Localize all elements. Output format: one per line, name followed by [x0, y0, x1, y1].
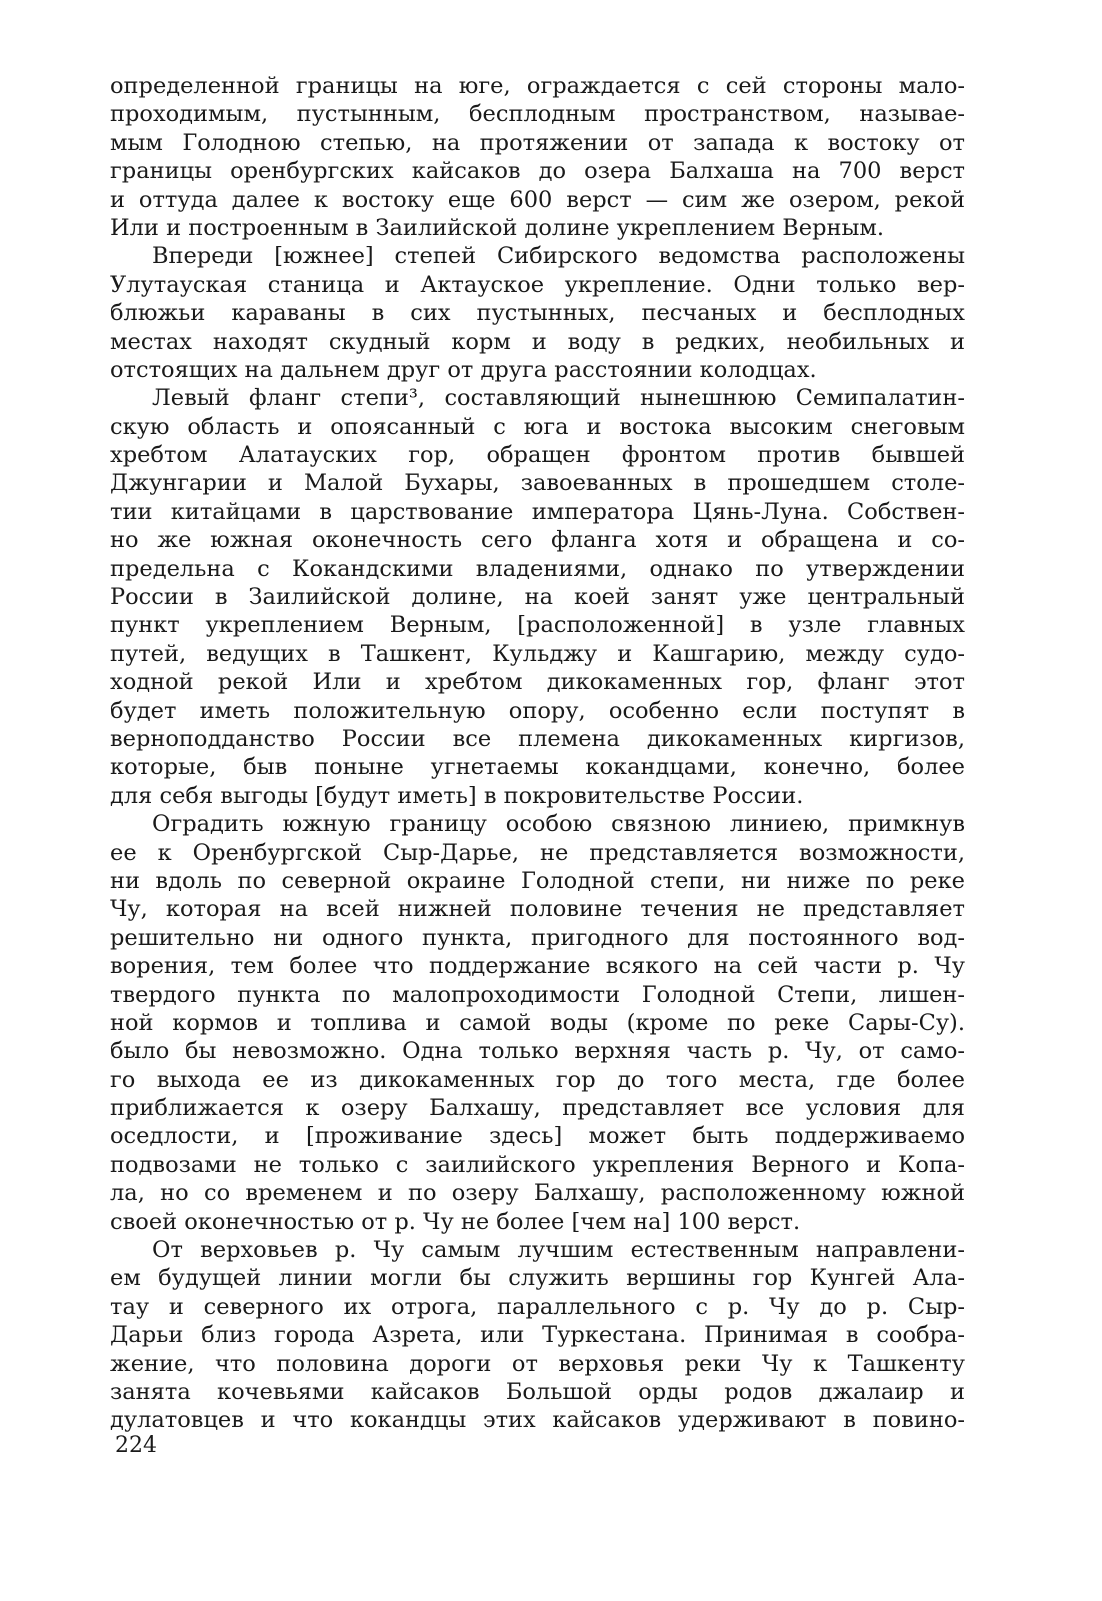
text-line: решительно ни одного пункта, пригодного для постоянного вод-	[110, 924, 965, 951]
text-line: пункт укреплением Верным, [расположенной] в узле главных	[110, 612, 965, 639]
text-line: Левый фланг степи³, составляющий нынешнюю Семипалатин-	[152, 385, 965, 412]
text-line: мым Голодною степью, на протяжении от запада к востоку от	[110, 129, 965, 156]
text-line: Улутауская станица и Актауское укрепление. Одни только вер-	[110, 271, 965, 298]
text-line: хребтом Алатауских гор, обращен фронтом против бывшей	[110, 442, 965, 469]
text-line: будет иметь положительную опору, особенно если поступят в	[110, 697, 965, 724]
text-line: отстоящих на дальнем друг от друга расстоянии колодцах.	[110, 356, 817, 383]
text-line: границы оренбургских кайсаков до озера Балхаша на 700 верст	[110, 158, 965, 185]
text-line: Оградить южную границу особою связною линиею, примкнув	[152, 811, 965, 838]
text-line: ем будущей линии могли бы служить вершины гор Кунгей Ала-	[110, 1265, 965, 1292]
text-line: но же южная оконечность сего фланга хотя и обращена и со-	[110, 527, 965, 554]
text-line: Дарьи близ города Азрета, или Туркестана. Принимая в сообра-	[110, 1322, 965, 1349]
text-line: тии китайцами в царствование императора Цянь-Луна. Собствен-	[110, 498, 965, 525]
body-text	[110, 72, 965, 1435]
text-line: ходной рекой Или и хребтом дикокаменных гор, фланг этот	[110, 669, 965, 696]
text-line: путей, ведущих в Ташкент, Кульджу и Кашгарию, между судо-	[110, 640, 965, 667]
page-number: 224	[115, 1433, 157, 1458]
text-line: тау и северного их отрога, параллельного с р. Чу до р. Сыр-	[110, 1293, 965, 1320]
text-line: своей оконечностью от р. Чу не более [чем на] 100 верст.	[110, 1208, 801, 1235]
text-line: и оттуда далее к востоку еще 600 верст — сим же озером, рекой	[110, 186, 965, 213]
text-line: ной кормов и топлива и самой воды (кроме по реке Сары-Су).	[110, 1009, 965, 1036]
text-line: местах находят скудный корм и воду в редких, необильных и	[110, 328, 965, 355]
text-line: занята кочевьями кайсаков Большой орды родов джалаир и	[110, 1378, 965, 1405]
text-line: приближается к озеру Балхашу, представляет все условия для	[110, 1095, 965, 1122]
text-line: которые, быв поныне угнетаемы кокандцами, конечно, более	[110, 754, 965, 781]
text-line: го выхода ее из дикокаменных гор до того места, где более	[110, 1066, 965, 1093]
text-line: Впереди [южнее] степей Сибирского ведомства расположены	[152, 243, 965, 270]
text-line: ворения, тем более что поддержание всякого на сей части р. Чу	[110, 953, 965, 980]
text-line: От верховьев р. Чу самым лучшим естественным направлени-	[152, 1237, 965, 1264]
text-line: твердого пункта по малопроходимости Голодной Степи, лишен-	[110, 981, 965, 1008]
text-line: дулатовцев и что кокандцы этих кайсаков удерживают в повино-	[110, 1407, 965, 1434]
text-line: ни вдоль по северной окраине Голодной степи, ни ниже по реке	[110, 867, 965, 894]
page-content	[110, 72, 965, 1435]
text-line: Джунгарии и Малой Бухары, завоеванных в прошедшем столе-	[110, 470, 965, 497]
text-line: определенной границы на юге, ограждается с сей стороны мало-	[110, 73, 965, 99]
text-line: ее к Оренбургской Сыр-Дарье, не представляется возможности,	[110, 839, 965, 866]
text-line: оседлости, и [проживание здесь] может быть поддерживаемо	[110, 1123, 965, 1150]
text-line: было бы невозможно. Одна только верхняя часть р. Чу, от само-	[110, 1038, 965, 1065]
text-line: Или и построенным в Заилийской долине укреплением Верным.	[110, 214, 885, 241]
text-line: ла, но со временем и по озеру Балхашу, расположенному южной	[110, 1180, 965, 1207]
text-line: Чу, которая на всей нижней половине течения не представляет	[110, 896, 965, 923]
text-line: блюжьи караваны в сих пустынных, песчаных и бесплодных	[110, 300, 965, 327]
text-line: для себя выгоды [будут иметь] в покровительстве России.	[110, 782, 804, 809]
text-line: предельна с Кокандскими владениями, однако по утверждении	[110, 555, 965, 582]
text-line: проходимым, пустынным, бесплодным пространством, называе-	[110, 101, 965, 128]
text-line: скую область и опоясанный с юга и востока высоким снеговым	[110, 413, 965, 440]
text-line: жение, что половина дороги от верховья реки Чу к Ташкенту	[110, 1350, 965, 1377]
text-line: России в Заилийской долине, на коей занят уже центральный	[110, 584, 965, 611]
text-line: подвозами не только с заилийского укрепления Верного и Копа-	[110, 1151, 965, 1178]
text-line: верноподданство России все племена дикокаменных киргизов,	[110, 725, 965, 752]
